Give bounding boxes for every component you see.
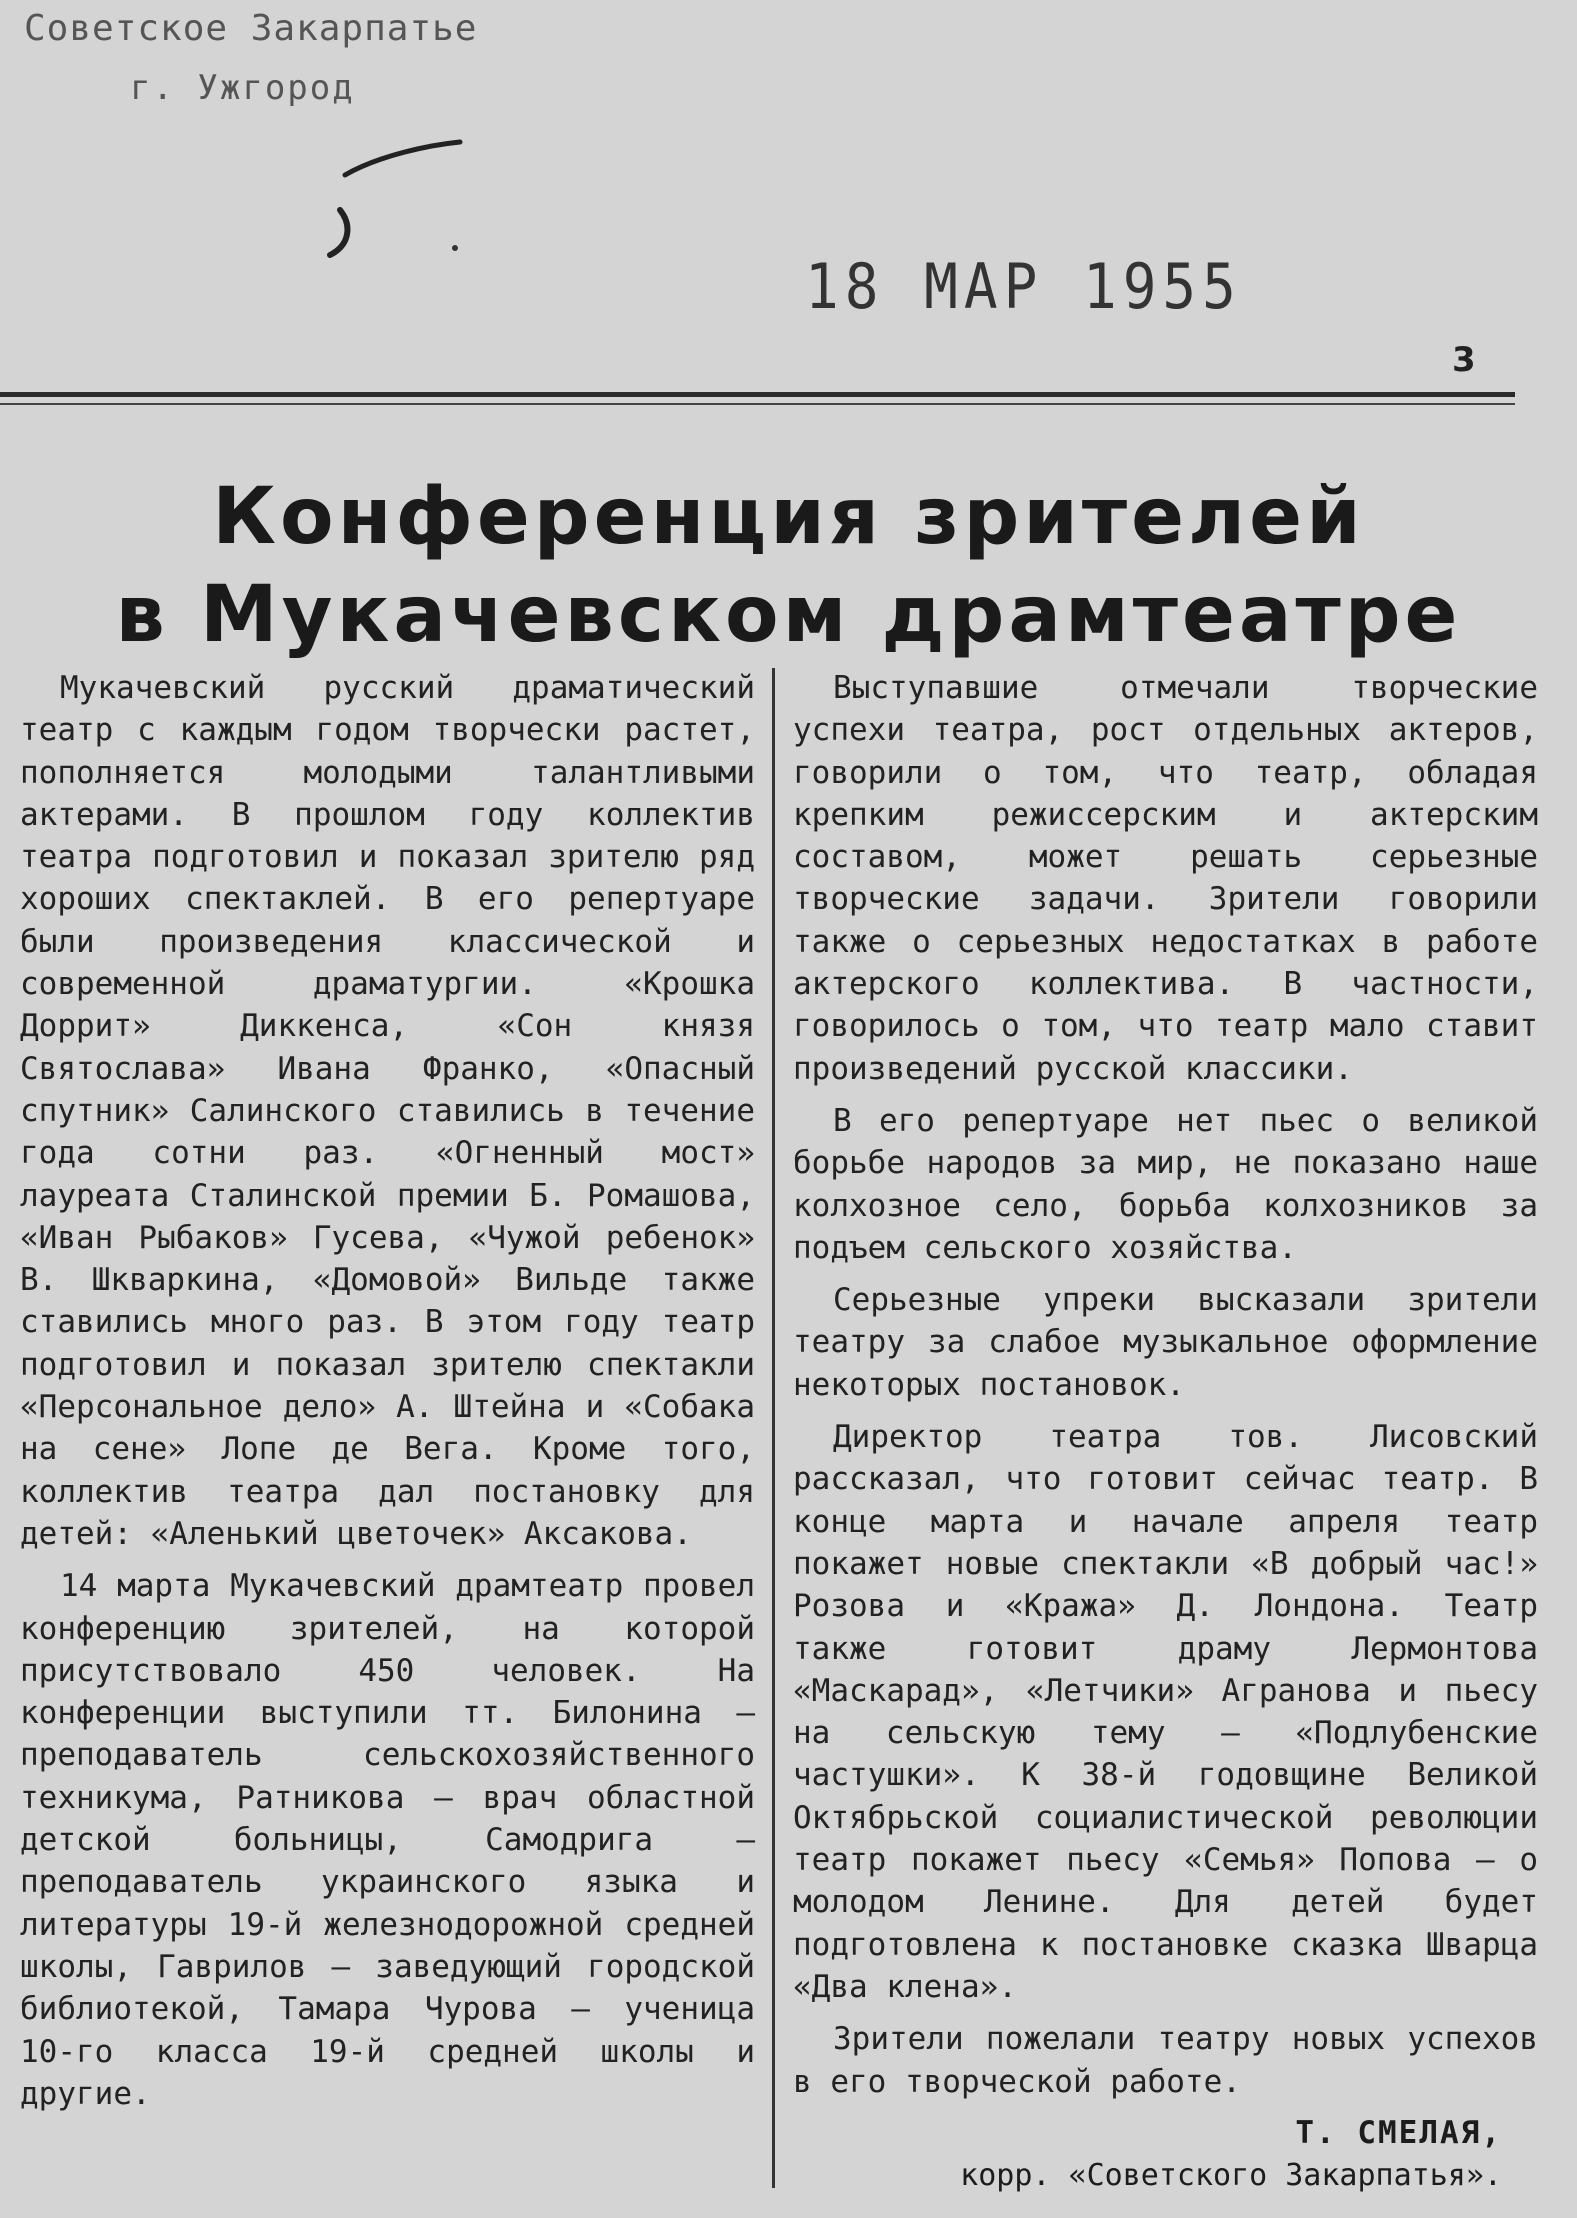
paragraph: Мукачевский русский драматический театр с каждым годом творчески растет, пополняется молодыми талантливыми актерами. В прошлом году коллектив театра подготовил и показал зрителю ряд хороших спектаклей. В его репертуаре были произведения классической и современной драматургии. «Крошка Доррит» Диккенса, «Сон князя Святослава» Ивана Франко, «Опасный спутник» Салинского ставились в течение года сотни раз. «Огненный мост» лауреата Сталинской премии Б. Ромашова, «Иван Рыбаков» Гусева, «Чужой ребенок» В. Шкваркина, «Домовой» Вильде также ставились много раз. В этом году театр подготовил и показал зрителю спектакли «Персональное дело» А. Штейна и «Собака на сене» Лопе де Вега. Кроме того, коллектив театра дал постановку для детей: «Аленький цветочек» Аксакова. (20, 670, 755, 1552)
page-number: 3 (1452, 340, 1476, 380)
city-stamp: г. Ужгород (130, 68, 355, 108)
paragraph: Директор театра тов. Лисовский рассказал, что готовит сейчас театр. В конце марта и начале апреля театр покажет новые спектакли «В добрый час!» Розова и «Кража» Д. Лондона. Театр также готовит драму Лермонтова «Маскарад», «Летчики» Агранова и пьесу на сельскую тему — «Подлубенские частушки». К 38-й годовщине Великой Октябрьской социалистической революции театр покажет пьесу «Семья» Попова — о молодом Ленине. Для детей будет подготовлена к постановке сказка Шварца «Два клена». (793, 1419, 1538, 2005)
paragraph: В его репертуаре нет пьес о великой борьбе народов за мир, не показано наше колхозное село, борьба колхозников за подъем сельского хозяйства. (793, 1102, 1538, 1266)
handwritten-mark-icon (310, 130, 480, 280)
source-stamp: Советское Закарпатье (24, 8, 478, 49)
article-headline (0, 468, 1577, 664)
paragraph: Выступавшие отмечали творческие успехи театра, рост отдельных актеров, говорили о том, что театр, обладая крепким режиссерским и актерским составом, может решать серьезные творческие задачи. Зрители говорили также о серьезных недостатках в работе актерского коллектива. В частности, говорилось о том, что театр мало ставит произведений русской классики. (793, 670, 1538, 1087)
byline-author: Т. СМЕЛАЯ, (1295, 2115, 1502, 2151)
left-column (20, 667, 755, 2115)
right-column (793, 667, 1538, 2103)
paragraph: Серьезные упреки высказали зрители театру за слабое музыкальное оформление некоторых постановок. (793, 1282, 1538, 1403)
top-rule (0, 392, 1515, 397)
paragraph: 14 марта Мукачевский драмтеатр провел конференцию зрителей, на которой присутствовало 450 человек. На конференции выступили тт. Билонина — преподаватель сельскохозяйственного техникума, Ратникова — врач областной детской больницы, Самодрига — преподаватель украинского языка и литературы 19-й железнодорожной средней школы, Гаврилов — заведующий городской библиотекой, Тамара Чурова — ученица 10-го класса 19-й средней школы и другие. (20, 1568, 755, 2112)
byline-organization: корр. «Советского Закарпатья». (960, 2158, 1502, 2193)
column-divider (772, 668, 775, 2188)
date-stamp: 18 МАР 1955 (805, 251, 1242, 324)
top-rule-thin (0, 403, 1515, 405)
headline-line-1: Конференция зрителей (212, 472, 1365, 562)
headline-line-2: в Мукачевском драмтеатре (115, 570, 1462, 660)
paragraph: Зрители пожелали театру новых успехов в его творческой работе. (793, 2021, 1538, 2100)
